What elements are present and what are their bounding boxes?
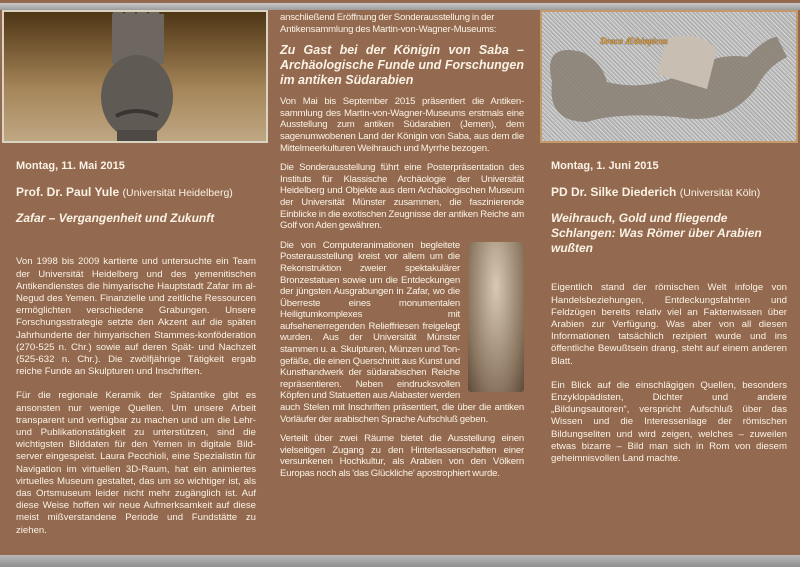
- bottom-border: [0, 555, 800, 567]
- speaker: Prof. Dr. Paul Yule: [16, 185, 120, 200]
- lecture-column-right: [551, 160, 787, 477]
- dragon-illustration-image: [540, 10, 798, 143]
- speaker-name: [16, 186, 256, 199]
- paragraph: Ein Blick auf die einschlägigen Quellen, besonders Enzyklopädisten, Dichter und andere „Bildungsautoren“, verspricht Aufschluß über das Wissen und die Interessenlage der römischen Bildungseliten und wird zeigen, welches – zuweilen etwas bizarre – Bild man sich in Rom von diesem geheimnisvollen Land machte.: [551, 379, 787, 465]
- paragraph: Eigentlich stand der römischen Welt infolge von Handelsbeziehungen, Entdeckungsfahrten und Feldzügen bereits relativ viel an Faktenwissen über Arabien zur Verfügung. Was aber von all diesen Informationen tatsächlich rezipiert wurde und ins öffentliche Bewußtsein drang, steht auf einem anderen Blatt.: [551, 282, 787, 367]
- top-border: [0, 3, 800, 10]
- paragraph: [280, 240, 524, 426]
- paragraph: Die Sonderausstellung führt eine Posterpräsentation des Instituts für Klassische Archäologie der Universität Heidelberg und Objekte aus dem Archäologischen Museum der Universität Münster zusammen, die faszinierende Einblicke in die exotischen Zeugnisse der antiken Reiche am Golf von Aden gewähren.: [280, 162, 524, 232]
- exhibition-title: Zu Gast bei der Königin von Saba – Archäologische Funde und Forschungen im antiken Südarabien: [280, 43, 524, 88]
- lecture-date: Montag, 11. Mai 2015: [16, 160, 125, 172]
- exhibition-column-middle: [280, 12, 524, 480]
- speaker: PD Dr. Silke Diederich: [551, 185, 677, 200]
- speaker-name: [551, 186, 787, 199]
- affiliation: (Universität Köln): [679, 187, 761, 200]
- paragraph-text: Die von Computeranimationen begleitete Posterausstellung kreist vor allem um die Rekonstruktion zweier spektakulärer Bronzestatuen sowie um die Entdeckungen der jüngsten Ausgrabungen in Zafar, wo die Überreste eines monumentalen Heiligtumkomplexes mit aufsehenerregenden Relieffriesen freigelegt wurden. Aus der Universität Münster stammen u. a. Skulpturen, Münzen und Ton- gefäße, die einen Querschnitt aus Kunst und Kunsthandwerk der südarabischen Reiche repräsentieren. Neben eindrucksvollen Köpfen und Statuetten aus Alabaster werden auch Stelen mit Inschriften präsentiert, die über die antiken Vorläufer der arabischen Sprache Aufschluß geben.: [280, 239, 524, 425]
- lecture-title: Weihrauch, Gold und fliegende Schlangen: Was Römer über Arabien wußten: [551, 211, 762, 256]
- lecture-title: Zafar – Vergangenheit und Zukunft: [16, 211, 215, 226]
- crowned-head-sculpture-image: [2, 10, 268, 143]
- paragraph: Verteilt über zwei Räume bietet die Ausstellung einen vielseitigen Zugang zu den Hinterlassenschaften einer versunkenen Hochkultur, als Arabien von den Völkern Europas noch als 'das Glückliche' apostrophiert wurde.: [280, 433, 524, 479]
- lecture-date: Montag, 1. Juni 2015: [551, 160, 659, 172]
- lecture-column-left: [16, 160, 256, 549]
- paragraph: Von 1998 bis 2009 kartierte und untersuchte ein Team der Universität Heidelberg und des yemenitischen Antikendienstes die himyarische Hauptstadt Zafar im al-Negud des Yemen. Finanzielle und zeitliche Ressourcen ermöglichten verschiedene Grabungen. Unsere Forschungsstrategie setzte den Akzent auf die späten Jahrhunderte der himyarischen Stammes-konföderation (270-525 n. Chr.) sowie auf deren Spät- und Nachzeit (525-632 n. Chr.). Die zwölfjährige Tätigkeit ergab reiche Funde an Skulpturen und Inschriften.: [16, 256, 256, 378]
- intro-text: anschließend Eröffnung der Sonderausstellung in der Antikensammlung des Martin-von-Wagner-Museums:: [280, 12, 497, 35]
- affiliation: (Universität Heidelberg): [122, 187, 233, 200]
- alabaster-statuette-image: [468, 242, 524, 392]
- paragraph: Von Mai bis September 2015 präsentiert die Antiken-sammlung des Martin-von-Wagner-Museums erstmals eine Ausstellung zum antiken Südarabien (Jemen), dem sagenumwobenen Land der Königin von Saba, aus dem die Mittelmeerkulturen Weihrauch und Myrrhe bezogen.: [280, 96, 524, 154]
- image-caption: Draco Æthiopicus: [600, 36, 668, 46]
- paragraph: Für die regionale Keramik der Spätantike gibt es ansonsten nur wenige Quellen. Um unsere Arbeit transparent und verfügbar zu machen und um die Lehr- und Publikationstätigkeit zu unterstützen, sind die wichtigsten Bilddaten für den Yemen in digitale Bild-server eingespeist. Laura Pecchioli, eine Spezialistin für Navigation im virtuellen 3D-Raum, hat ein animiertes virtuelles Museum gestaltet, das um so wichtiger ist, als das Ortsmuseum leider nicht mehr zugänglich ist. Auf diese Weise hoffen wir neue Aufmerksamkeit auf diese meist mißverstandene Periode und Fundstätte zu ziehen.: [16, 390, 256, 536]
